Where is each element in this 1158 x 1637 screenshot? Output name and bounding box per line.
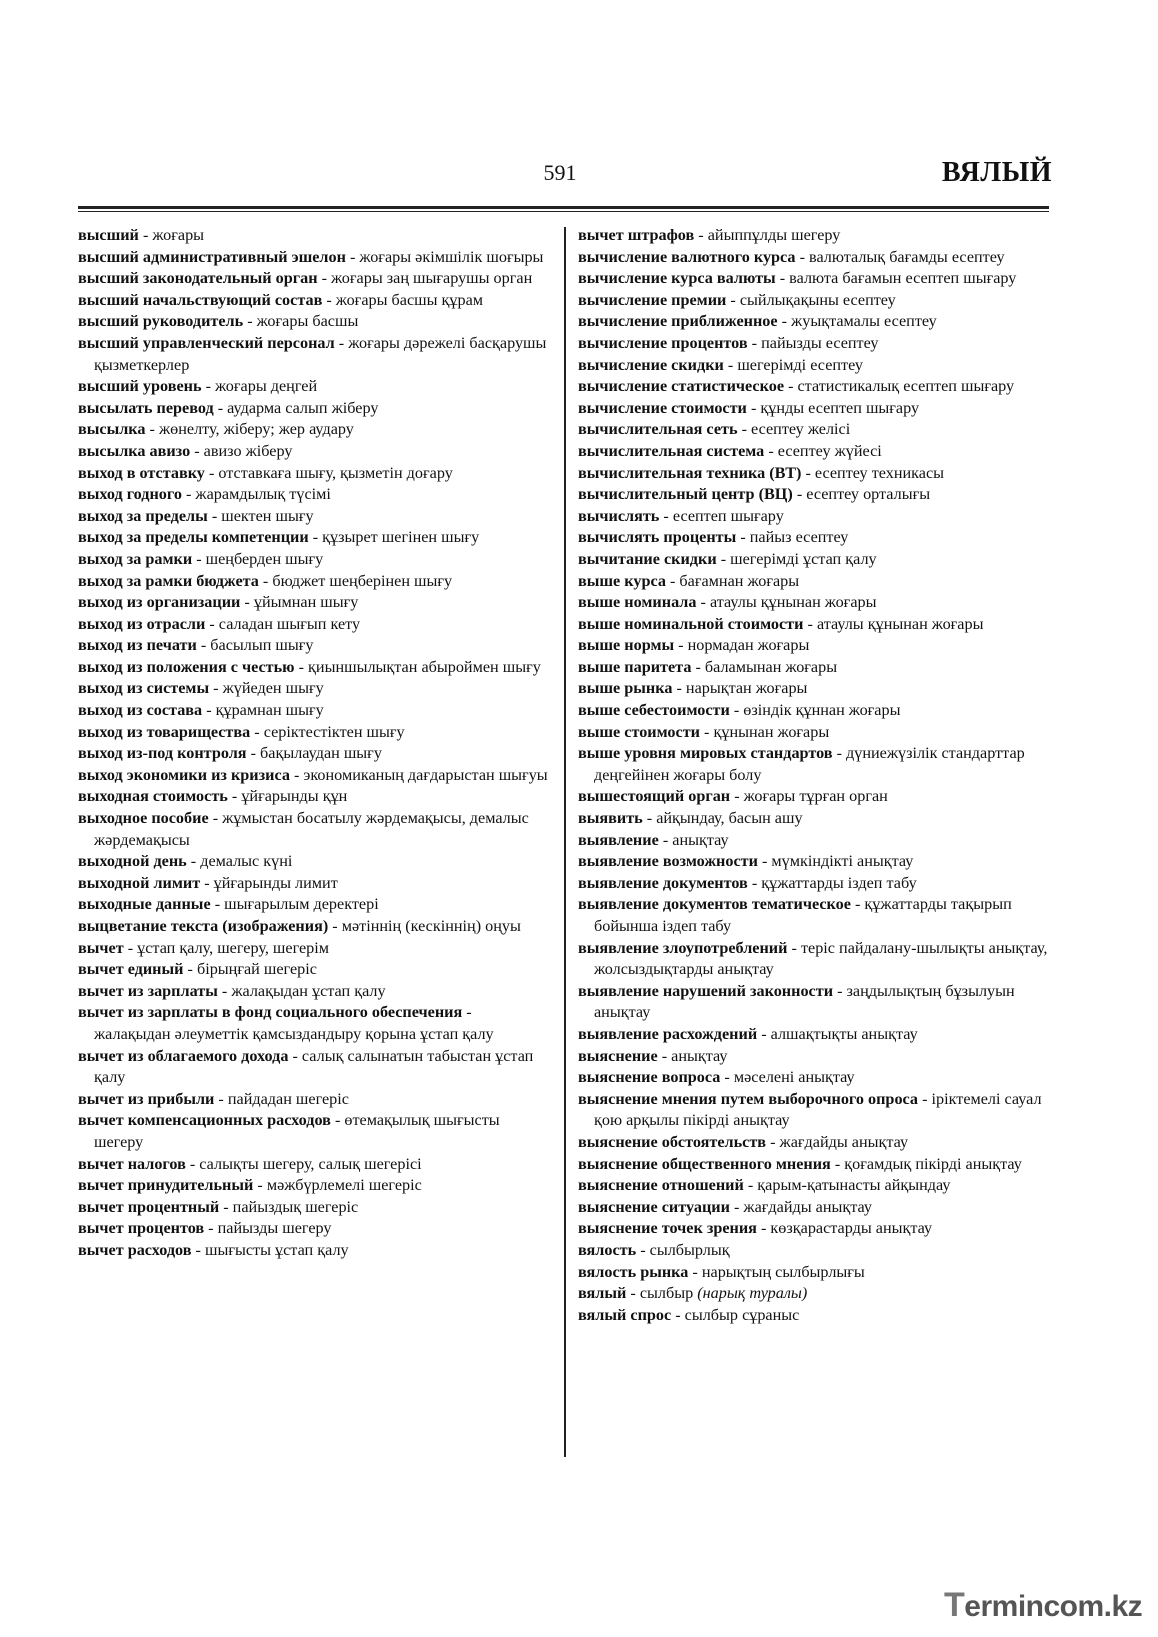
entry-term: выяснение вопроса [578, 1068, 721, 1087]
entry-term: выцветание текста (изображения) [78, 917, 329, 935]
dictionary-entry [78, 506, 548, 528]
entry-definition: - қоғамдық пікірді анықтау [830, 1154, 1022, 1173]
entry-term: выяснение мнения путем выборочного опроса [578, 1089, 919, 1108]
termincom-logo [944, 1586, 1142, 1625]
entry-definition: - ұйғарынды лимит [200, 873, 338, 892]
entry-definition: - саладан шығып кету [205, 614, 361, 633]
entry-definition: - пайызды шегеру [204, 1219, 332, 1238]
entry-definition: - жоғары [138, 226, 205, 244]
entry-definition: - атаулы құнынан жоғары [803, 614, 984, 633]
dictionary-entry [578, 549, 1048, 571]
entry-definition: - жуықтамалы есептеу [777, 312, 937, 331]
entry-note: (нарық туралы) [697, 1284, 808, 1303]
dictionary-entry [578, 722, 1048, 744]
entry-definition: - баламынан жоғары [691, 657, 838, 676]
dictionary-entry [578, 873, 1048, 895]
dictionary-entry [78, 290, 548, 312]
entry-definition: - валюта бағамын есептеп шығару [775, 269, 1017, 288]
dictionary-entry [78, 225, 548, 247]
entry-term: вычет из прибыли [78, 1089, 215, 1108]
dictionary-entry [578, 398, 1048, 420]
dictionary-entry [78, 786, 548, 808]
entry-term: выход из состава [78, 701, 203, 720]
entry-definition: - бақылаудан шығу [246, 744, 382, 763]
entry-definition: - құрамнан шығу [202, 701, 324, 720]
dictionary-entry [78, 1046, 548, 1089]
entry-term: вычет единый [78, 960, 184, 979]
entry-definition: - заңдылықтың бұзылуын анықтау [594, 981, 1015, 1022]
entry-definition: - есептеу желісі [737, 420, 851, 439]
entry-term: выход за пределы [78, 506, 208, 525]
dictionary-entry [78, 247, 548, 269]
entry-definition: - басылып шығу [196, 636, 314, 655]
entry-definition: - отставкаға шығу, қызметін доғару [204, 463, 453, 482]
entry-definition: - пайыз есептеу [736, 528, 849, 547]
entry-term: вычет из зарплаты [78, 981, 218, 1000]
page-number: 591 [543, 160, 577, 185]
entry-term: выход экономики из кризиса [78, 765, 290, 784]
entry-definition: - теріс пайдалану-шылықты анықтау, жолсыздықтарды анықтау [594, 938, 1048, 979]
dictionary-entry [578, 786, 1048, 808]
entry-definition: - жоғары заң шығарушы орган [317, 269, 533, 288]
dictionary-entry [578, 657, 1048, 679]
entry-term: вычет [78, 938, 124, 957]
entry-definition: - сылбыр [626, 1284, 698, 1303]
dictionary-entry [78, 700, 548, 722]
dictionary-entry [578, 1024, 1048, 1046]
entry-term: выход годного [78, 485, 182, 504]
dictionary-entry [578, 678, 1048, 700]
entry-definition: - есептеу жүйесі [764, 441, 882, 460]
dictionary-entry [578, 571, 1048, 593]
dictionary-entry [78, 743, 548, 765]
entry-definition: - жалақыдан ұстап қалу [217, 981, 386, 1000]
dictionary-entry [578, 311, 1048, 333]
entry-definition: - мүмкіндікті анықтау [757, 852, 914, 871]
dictionary-entry [78, 311, 548, 333]
entry-term: выше стоимости [578, 722, 700, 741]
entry-term: вялость [578, 1240, 637, 1259]
dictionary-entry [578, 894, 1048, 937]
entry-term: высший руководитель [78, 312, 244, 331]
entry-definition: - жоғары деңгей [201, 377, 318, 396]
entry-term: выход из печати [78, 636, 197, 655]
dictionary-entry [578, 1197, 1048, 1219]
entry-term: выше паритета [578, 657, 692, 676]
dictionary-entry [578, 808, 1048, 830]
entry-term: выходной лимит [78, 873, 201, 892]
entry-term: выше рынка [578, 679, 673, 698]
entry-definition: - анықтау [657, 1046, 728, 1065]
dictionary-entry [578, 1046, 1048, 1068]
dictionary-entry [578, 484, 1048, 506]
dictionary-entry [78, 333, 548, 376]
running-head: ВЯЛЫЙ [941, 157, 1052, 188]
entry-term: выходной день [78, 852, 187, 871]
entry-definition: - есептеп шығару [659, 506, 784, 525]
dictionary-entry [78, 549, 548, 571]
entry-term: выше номинала [578, 593, 697, 612]
entry-term: выявление документов тематическое [578, 895, 851, 914]
entry-term: выявление документов [578, 873, 748, 892]
entry-definition: - жоғары дәрежелі басқарушы қызметкерлер [94, 333, 547, 374]
entry-definition: - пайыздық шегеріс [219, 1197, 359, 1216]
entry-definition: - валюталық бағамды есептеу [795, 247, 1005, 266]
entry-definition: - мәселені анықтау [720, 1068, 855, 1087]
entry-term: выходная стоимость [78, 787, 228, 806]
dictionary-entry [78, 1218, 548, 1240]
entry-definition: - салықты шегеру, салық шегерісі [185, 1154, 422, 1173]
entry-definition: - құнынан жоғары [700, 722, 830, 741]
entry-definition: - нормадан жоғары [674, 636, 810, 655]
entry-term: выяснение отношений [578, 1176, 744, 1195]
entry-definition: - өзіндік құннан жоғары [729, 701, 901, 720]
entry-term: выходное пособие [78, 809, 209, 828]
entry-definition: - жоғары басшы құрам [322, 290, 484, 309]
entry-definition: - ұйымнан шығу [240, 593, 359, 612]
entry-term: выходные данные [78, 895, 211, 914]
entry-definition: - айыппұлды шегеру [694, 226, 841, 244]
entry-definition: - шегерімді есептеу [723, 355, 863, 374]
entry-definition: - экономиканың дағдарыстан шығуы [289, 765, 548, 784]
dictionary-entry [578, 527, 1048, 549]
entry-definition: - жоғары әкімшілік шоғыры [345, 247, 544, 266]
entry-definition: - пайдадан шегеріс [214, 1089, 349, 1108]
entry-definition: - салық салынатын табыстан ұстап қалу [94, 1046, 534, 1087]
logo-text-rest: ermincom.kz [964, 1590, 1143, 1623]
entry-definition: - серіктестіктен шығу [250, 722, 405, 741]
dictionary-entry [78, 614, 548, 636]
entry-definition: - жоғары тұрған орган [730, 787, 888, 806]
dictionary-entry [78, 959, 548, 981]
dictionary-entry [78, 419, 548, 441]
entry-definition: - есептеу орталығы [792, 485, 931, 504]
entry-term: выяснение ситуации [578, 1197, 730, 1216]
entry-term: выяснение точек зрения [578, 1219, 757, 1238]
entry-term: вычет расходов [78, 1240, 192, 1259]
entry-term: вычет из зарплаты в фонд социального обеспечения [78, 1003, 463, 1022]
entry-term: вычисление приближенное [578, 312, 778, 331]
dictionary-entry [78, 268, 548, 290]
entry-term: вычислять [578, 506, 660, 525]
entry-definition: - қарым-қатынасты айқындау [743, 1176, 951, 1195]
entry-term: выявить [578, 809, 643, 828]
dictionary-entry [78, 484, 548, 506]
entry-definition: - шығарылым деректері [210, 895, 379, 914]
entry-definition: - жоғары басшы [243, 312, 359, 331]
right-column [578, 225, 1048, 1326]
entry-term: выявление злоупотреблений [578, 938, 788, 957]
entry-definition: - атаулы құнынан жоғары [696, 593, 877, 612]
dictionary-entry [78, 873, 548, 895]
dictionary-entry [578, 247, 1048, 269]
dictionary-entry [578, 355, 1048, 377]
entry-definition: - сыйлықақыны есептеу [726, 290, 896, 309]
dictionary-entry [578, 1175, 1048, 1197]
entry-term: вычисление стоимости [578, 398, 747, 417]
entry-definition: - есептеу техникасы [801, 463, 945, 482]
dictionary-entry [78, 1089, 548, 1111]
entry-definition: - мәжбүрлемелі шегеріс [253, 1176, 422, 1195]
entry-term: выше нормы [578, 636, 675, 655]
dictionary-entry [78, 1175, 548, 1197]
entry-definition: - статистикалық есептеп шығару [784, 377, 1015, 396]
dictionary-entry [578, 830, 1048, 852]
dictionary-entry [578, 635, 1048, 657]
dictionary-entry [78, 765, 548, 787]
entry-definition: - көзқарастарды анықтау [756, 1219, 933, 1238]
dictionary-entry [578, 851, 1048, 873]
entry-definition: - жөнелту, жіберу; жер аудару [145, 420, 354, 439]
entry-term: высший законодательный орган [78, 269, 318, 288]
entry-term: выявление возможности [578, 852, 758, 871]
entry-term: вычет принудительный [78, 1176, 254, 1195]
dictionary-entry [578, 1067, 1048, 1089]
entry-term: выход из-под контроля [78, 744, 247, 763]
entry-term: выявление нарушений законности [578, 981, 834, 1000]
entry-definition: - жарамдылық түсімі [181, 485, 331, 504]
dictionary-entry [78, 894, 548, 916]
entry-term: выход за рамки бюджета [78, 571, 259, 590]
entry-term: высылка [78, 420, 146, 439]
entry-term: вялый спрос [578, 1305, 672, 1324]
entry-definition: - құнды есептеп шығару [746, 398, 920, 417]
entry-definition: - жағдайды анықтау [766, 1132, 909, 1151]
entry-term: вычет компенсационных расходов [78, 1111, 331, 1130]
dictionary-entry [578, 1089, 1048, 1132]
header-rule [78, 206, 1049, 209]
entry-term: вычислительный центр (ВЦ) [578, 485, 793, 504]
entry-term: выше уровня мировых стандартов [578, 744, 833, 763]
dictionary-entry [578, 938, 1048, 981]
dictionary-entry [578, 743, 1048, 786]
entry-definition: - жұмыстан босатылу жәрдемақысы, демалыс жәрдемақысы [94, 809, 529, 849]
entry-definition: - шектен шығу [207, 506, 314, 525]
dictionary-entry [78, 1110, 548, 1153]
entry-term: высший уровень [78, 377, 202, 396]
dictionary-entry [78, 1240, 548, 1262]
entry-definition: - дүниежүзілік стандарттар деңгейінен жоғары болу [594, 744, 1025, 784]
dictionary-entry [578, 592, 1048, 614]
entry-definition: - шығысты ұстап қалу [191, 1240, 349, 1259]
dictionary-entry [78, 398, 548, 420]
entry-term: выявление расхождений [578, 1024, 758, 1043]
entry-term: вычет процентный [78, 1197, 220, 1216]
dictionary-entry [578, 1132, 1048, 1154]
entry-term: вялость рынка [578, 1262, 689, 1281]
entry-definition: - құжаттарды тақырып бойынша іздеп табу [594, 895, 1012, 935]
entry-term: высылать перевод [78, 398, 214, 417]
dictionary-entry [78, 657, 548, 679]
entry-definition: - аударма салып жіберу [213, 398, 379, 417]
entry-term: вычисление статистическое [578, 377, 785, 396]
entry-term: вычислительная система [578, 441, 765, 460]
dictionary-entry [78, 441, 548, 463]
column-divider [564, 227, 566, 1457]
dictionary-entry [578, 506, 1048, 528]
header-rule-thin [78, 211, 1049, 212]
dictionary-entry [78, 722, 548, 744]
entry-definition: - демалыс күні [186, 852, 293, 871]
entry-term: вычислительная техника (ВТ) [578, 463, 802, 482]
entry-definition: - ұстап қалу, шегеру, шегерім [123, 938, 330, 957]
dictionary-entry [78, 376, 548, 398]
entry-term: выяснение общественного мнения [578, 1154, 831, 1173]
dictionary-entry [578, 614, 1048, 636]
entry-definition: - нарықтың сылбырлығы [688, 1262, 865, 1281]
dictionary-entry [78, 678, 548, 700]
entry-definition: - шегерімді ұстап қалу [716, 549, 877, 568]
dictionary-entry [578, 333, 1048, 355]
dictionary-entry [78, 916, 548, 938]
entry-term: выше себестоимости [578, 701, 730, 720]
dictionary-entry [78, 808, 548, 851]
dictionary-entry [578, 700, 1048, 722]
dictionary-entry [578, 1305, 1048, 1327]
entry-definition: - бюджет шеңберінен шығу [258, 571, 453, 590]
entry-definition: - іріктемелі сауал қою арқылы пікірді анықтау [594, 1089, 1042, 1130]
entry-term: вялый [578, 1284, 627, 1303]
entry-term: вычитание скидки [578, 549, 717, 568]
entry-term: вычет из облагаемого дохода [78, 1046, 289, 1065]
entry-term: вычет процентов [78, 1219, 205, 1238]
entry-term: высший [78, 226, 139, 244]
entry-definition: - өтемақылық шығысты шегеру [94, 1111, 500, 1151]
entry-term: выяснение [578, 1046, 658, 1065]
entry-term: вычислительная сеть [578, 420, 738, 439]
entry-definition: - қиыншылықтан абыроймен шығу [294, 657, 541, 676]
left-column [78, 225, 548, 1262]
entry-term: выход из отрасли [78, 614, 206, 633]
dictionary-entry [78, 851, 548, 873]
dictionary-entry [78, 592, 548, 614]
entry-term: выход в отставку [78, 463, 205, 482]
entry-definition: - жүйеден шығу [209, 679, 324, 698]
entry-term: вычет налогов [78, 1154, 186, 1173]
entry-term: выход за пределы компетенции [78, 528, 309, 547]
dictionary-entry [78, 981, 548, 1003]
dictionary-entry [578, 268, 1048, 290]
entry-term: вычисление скидки [578, 355, 724, 374]
entry-term: вычисление валютного курса [578, 247, 796, 266]
entry-definition: - құзырет шегінен шығу [308, 528, 480, 547]
entry-term: выше курса [578, 571, 666, 590]
entry-definition: - бағамнан жоғары [665, 571, 800, 590]
entry-term: высылка авизо [78, 441, 191, 460]
dictionary-entry [578, 419, 1048, 441]
entry-term: вычисление премии [578, 290, 727, 309]
entry-term: высший начальствующий состав [78, 290, 323, 309]
entry-term: вычислять проценты [578, 528, 737, 547]
entry-definition: - алшақтықты анықтау [757, 1024, 918, 1043]
entry-definition: - ұйғарынды құн [227, 787, 348, 806]
dictionary-entry [578, 441, 1048, 463]
dictionary-entry [578, 981, 1048, 1024]
dictionary-entry [578, 225, 1048, 247]
entry-term: выход из товарищества [78, 722, 251, 741]
logo-t-icon: T [944, 1586, 965, 1624]
dictionary-entry [78, 1002, 548, 1045]
entry-term: вычисление курса валюты [578, 269, 776, 288]
entry-definition: - құжаттарды іздеп табу [747, 873, 917, 892]
dictionary-entry [78, 1154, 548, 1176]
entry-definition: - нарықтан жоғары [672, 679, 808, 698]
dictionary-entry [78, 527, 548, 549]
entry-definition: - шеңберден шығу [192, 549, 324, 568]
entry-term: выяснение обстоятельств [578, 1132, 767, 1151]
dictionary-entry [578, 1262, 1048, 1284]
dictionary-entry [578, 1154, 1048, 1176]
dictionary-entry [78, 1197, 548, 1219]
entry-definition: - авизо жіберу [190, 441, 293, 460]
dictionary-entry [578, 376, 1048, 398]
entry-term: выход из системы [78, 679, 210, 698]
entry-term: высший административный эшелон [78, 247, 346, 266]
entry-definition: - сылбырлық [636, 1240, 730, 1259]
entry-definition: - жағдайды анықтау [729, 1197, 872, 1216]
dictionary-entry [78, 463, 548, 485]
entry-definition: - анықтау [658, 830, 729, 849]
entry-definition: - айқындау, басын ашу [642, 809, 803, 828]
dictionary-entry [578, 463, 1048, 485]
entry-definition: - мәтіннің (кескіннің) оңуы [328, 917, 521, 935]
dictionary-entry [78, 571, 548, 593]
entry-term: выявление [578, 830, 659, 849]
entry-term: высший управленческий персонал [78, 333, 335, 352]
entry-term: вычет штрафов [578, 226, 695, 244]
entry-definition: - сылбыр сұраныс [671, 1305, 800, 1324]
dictionary-entry [78, 635, 548, 657]
entry-term: выход за рамки [78, 549, 193, 568]
dictionary-entry [578, 1218, 1048, 1240]
entry-term: выход из организации [78, 593, 241, 612]
entry-term: выход из положения с честью [78, 657, 295, 676]
entry-definition: - бірыңғай шегеріс [183, 960, 317, 979]
entry-term: вычисление процентов [578, 333, 748, 352]
dictionary-entry [78, 938, 548, 960]
entry-definition: - жалақыдан әлеуметтік қамсыздандыру қорына ұстап қалу [94, 1003, 494, 1043]
dictionary-entry [578, 1240, 1048, 1262]
dictionary-entry [578, 290, 1048, 312]
entry-term: вышестоящий орган [578, 787, 731, 806]
dictionary-entry [578, 1283, 1048, 1305]
entry-definition: - пайызды есептеу [747, 333, 879, 352]
entry-term: выше номинальной стоимости [578, 614, 804, 633]
